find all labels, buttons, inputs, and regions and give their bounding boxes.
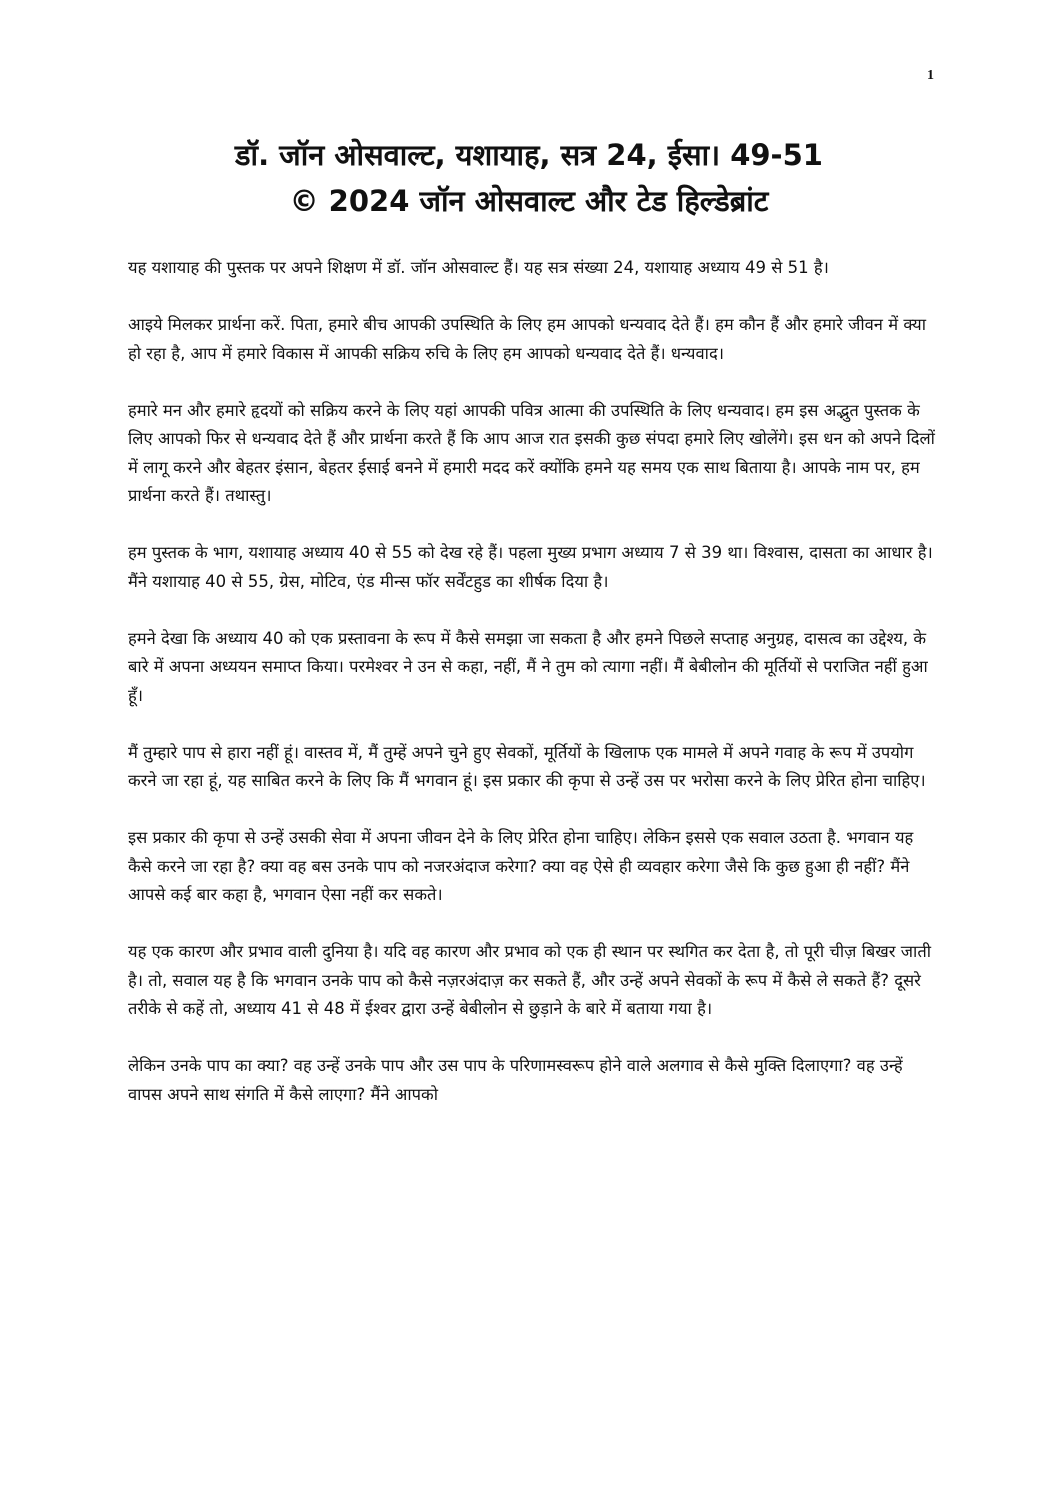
paragraph: हम पुस्तक के भाग, यशायाह अध्याय 40 से 55 को देख रहे हैं। पहला मुख्य प्रभाग अध्याय 7 से 39 था। विश्वास, दासता का आधार है। मैंने यशायाह 40 से 55, ग्रेस, मोटिव, एंड मीन्स फॉर सर्वेंटहुड का शीर्षक दिया है।	[128, 543, 933, 591]
paragraph: हमारे मन और हमारे हृदयों को सक्रिय करने के लिए यहां आपकी पवित्र आत्मा की उपस्थिति के लिए धन्यवाद। हम इस अद्भुत पुस्तक के लिए आपको फिर से धन्यवाद देते हैं और प्रार्थना करते हैं कि आप आज रात इसकी कुछ संपदा हमारे लिए खोलेंगे। इस धन को अपने दिलों में लागू करने और बेहतर इंसान, बेहतर ईसाई बनने में हमारी मदद करें क्योंकि हमने यह समय एक साथ बिताया है। आपके नाम पर, हम प्रार्थना करते हैं। तथास्तु।	[128, 400, 935, 505]
title-line-1: डॉ. जॉन ओसवाल्ट, यशायाह, सत्र 24, ईसा। 49-51	[235, 138, 823, 172]
paragraph: यह यशायाह की पुस्तक पर अपने शिक्षण में डॉ. जॉन ओसवाल्ट हैं। यह सत्र संख्या 24, यशायाह अध्याय 49 से 51 है।	[128, 258, 829, 277]
page-number: 1	[927, 68, 934, 83]
paragraph: मैं तुम्हारे पाप से हारा नहीं हूं। वास्तव में, मैं तुम्हें अपने चुने हुए सेवकों, मूर्तियों के खिलाफ एक मामले में अपने गवाह के रूप में उपयोग करने जा रहा हूं, यह साबित करने के लिए कि मैं भगवान हूं। इस प्रकार की कृपा से उन्हें उस पर भरोसा करने के लिए प्रेरित होना चाहिए।	[128, 742, 926, 790]
paragraph: आइये मिलकर प्रार्थना करें. पिता, हमारे बीच आपकी उपस्थिति के लिए हम आपको धन्यवाद देते हैं। हम कौन हैं और हमारे जीवन में क्या हो रहा है, आप में हमारे विकास में आपकी सक्रिय रुचि के लिए हम आपको धन्यवाद देते हैं। धन्यवाद।	[128, 315, 926, 363]
body-text	[128, 254, 940, 1138]
document-title	[110, 132, 948, 224]
paragraph: हमने देखा कि अध्याय 40 को एक प्रस्तावना के रूप में कैसे समझा जा सकता है और हमने पिछले सप्ताह अनुग्रह, दासत्व का उद्देश्य, के बारे में अपना अध्ययन समाप्त किया। परमेश्वर ने उन से कहा, नहीं, मैं ने तुम को त्यागा नहीं। मैं बेबीलोन की मूर्तियों से पराजित नहीं हुआ हूँ।	[128, 628, 928, 705]
title-line-2: © 2024 जॉन ओसवाल्ट और टेड हिल्डेब्रांट	[289, 184, 769, 218]
paragraph: यह एक कारण और प्रभाव वाली दुनिया है। यदि वह कारण और प्रभाव को एक ही स्थान पर स्थगित कर देता है, तो पूरी चीज़ बिखर जाती है। तो, सवाल यह है कि भगवान उनके पाप को कैसे नज़रअंदाज़ कर सकते हैं, और उन्हें अपने सेवकों के रूप में कैसे ले सकते हैं? दूसरे तरीके से कहें तो, अध्याय 41 से 48 में ईश्वर द्वारा उन्हें बेबीलोन से छुड़ाने के बारे में बताया गया है।	[128, 942, 931, 1018]
paragraph: इस प्रकार की कृपा से उन्हें उसकी सेवा में अपना जीवन देने के लिए प्रेरित होना चाहिए। लेकिन इससे एक सवाल उठता है. भगवान यह कैसे करने जा रहा है? क्या वह बस उनके पाप को नजरअंदाज करेगा? क्या वह ऐसे ही व्यवहार करेगा जैसे कि कुछ हुआ ही नहीं? मैंने आपसे कई बार कहा है, भगवान ऐसा नहीं कर सकते।	[128, 828, 914, 904]
paragraph: लेकिन उनके पाप का क्या? वह उन्हें उनके पाप और उस पाप के परिणामस्वरूप होने वाले अलगाव से कैसे मुक्ति दिलाएगा? वह उन्हें वापस अपने साथ संगति में कैसे लाएगा? मैंने आपको	[128, 1056, 903, 1104]
